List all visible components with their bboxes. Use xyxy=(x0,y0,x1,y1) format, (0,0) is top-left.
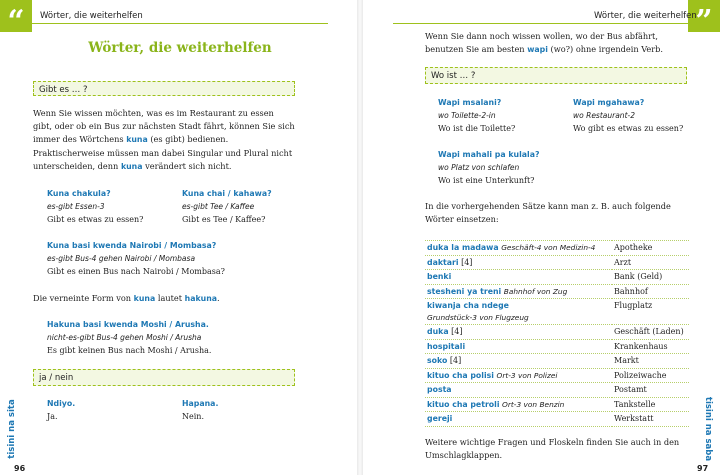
vocab-swahili: benki xyxy=(425,270,612,285)
example-wapi-mgahawa: Wapi mgahawa? wo Restaurant-2 Wo gibt es etwas zu essen? xyxy=(573,98,684,134)
page-number: 96 xyxy=(14,464,26,473)
vocab-german: Krankenhaus xyxy=(612,339,689,354)
vocab-swahili: duka la madawa Geschäft-4 von Medizin-4 xyxy=(425,241,612,256)
vocab-row xyxy=(425,255,689,270)
vocab-german: Markt xyxy=(612,354,689,369)
vocab-german: Arzt xyxy=(612,255,689,270)
vocab-row xyxy=(425,354,689,369)
section-box-gibt-es: Gibt es … ? xyxy=(33,81,295,96)
vocab-row xyxy=(425,299,689,325)
section-box-ja-nein: ja / nein xyxy=(33,369,295,386)
vocab-row xyxy=(425,339,689,354)
vocab-german: Geschäft (Laden) xyxy=(612,325,689,340)
quote-icon: “ xyxy=(0,0,32,32)
vocab-row xyxy=(425,241,689,256)
vocab-swahili: daktari [4] xyxy=(425,255,612,270)
vocab-german: Werkstatt xyxy=(612,412,689,427)
vocab-german: Apotheke xyxy=(612,241,689,256)
page-title: Wörter, die weiterhelfen xyxy=(88,40,272,56)
vocab-german: Polizeiwache xyxy=(612,368,689,383)
vocab-row xyxy=(425,270,689,285)
running-header: Wörter, die weiterhelfen xyxy=(594,11,697,21)
vocab-row xyxy=(425,325,689,340)
running-header: Wörter, die weiterhelfen xyxy=(40,11,143,21)
vocab-german: Postamt xyxy=(612,383,689,398)
vocab-german: Bahnhof xyxy=(612,284,689,299)
header-rule xyxy=(393,23,688,24)
example-kuna-chai: Kuna chai / kahawa? es-gibt Tee / Kaffee Gibt es Tee / Kaffee? xyxy=(182,189,272,225)
section-box-wo-ist: Wo ist … ? xyxy=(425,67,687,84)
outro-paragraph: Weitere wichtige Fragen und Floskeln finden Sie auch in den Umschlagklappen. xyxy=(425,437,680,461)
vocab-row xyxy=(425,284,689,299)
vocab-swahili: gereji xyxy=(425,412,612,427)
example-kuna-basi: Kuna basi kwenda Nairobi / Mombasa? es-gibt Bus-4 gehen Nairobi / Mombasa Gibt es einen Bus nach Nairobi / Mombasa? xyxy=(47,241,225,277)
vocab-german: Flugplatz xyxy=(612,299,689,325)
negation-paragraph: Die verneinte Form von kuna lautet hakuna. xyxy=(33,293,220,303)
example-wapi-msalani: Wapi msalani? wo Toilette-2-in Wo ist die Toilette? xyxy=(438,98,516,134)
vocab-swahili: kituo cha petroli Ort-3 von Benzin xyxy=(425,397,612,412)
intro-paragraph: Wenn Sie wissen möchten, was es im Restaurant zu essen gibt, oder ob ein Bus zur nächsten Stadt fährt, können Sie sich immer des Wörtchens kuna (es gibt) bedienen. Praktischerweise müssen man dabei Singular und Plural nicht unterscheiden, denn kuna verändert sich nicht. xyxy=(33,108,295,171)
vocab-swahili: kituo cha polisi Ort-3 von Polizei xyxy=(425,368,612,383)
vocab-row xyxy=(425,412,689,427)
vocab-german: Bank (Geld) xyxy=(612,270,689,285)
vocab-swahili: kiwanja cha ndege Grundstück-3 von Flugzeug xyxy=(425,299,612,325)
vocab-swahili: duka [4] xyxy=(425,325,612,340)
example-wapi-mahali: Wapi mahali pa kulala? wo Platz von schlafen Wo ist eine Unterkunft? xyxy=(438,150,540,186)
vocab-swahili: soko [4] xyxy=(425,354,612,369)
quote-icon: ” xyxy=(688,0,720,32)
vocab-intro: In die vorhergehenden Sätze kann man z. B. auch folgende Wörter einsetzen: xyxy=(425,201,671,225)
vocab-table xyxy=(425,240,689,427)
vocab-row xyxy=(425,368,689,383)
page-number: 97 xyxy=(697,464,709,473)
example-kuna-chakula: Kuna chakula? es-gibt Essen-3 Gibt es etwas zu essen? xyxy=(47,189,144,225)
vocab-swahili: stesheni ya treni Bahnhof von Zug xyxy=(425,284,612,299)
vocab-row xyxy=(425,383,689,398)
header-rule xyxy=(32,23,328,24)
example-hakuna-basi: Hakuna basi kwenda Moshi / Arusha. nicht-es-gibt Bus-4 gehen Moshi / Arusha Es gibt keinen Bus nach Moshi / Arusha. xyxy=(47,320,212,356)
side-label: tisini na sita xyxy=(7,399,17,459)
vocab-row xyxy=(425,397,689,412)
vocab-swahili: posta xyxy=(425,383,612,398)
intro-paragraph: Wenn Sie dann noch wissen wollen, wo der Bus abfährt, benutzen Sie am besten wapi (wo?) ohne irgendein Verb. xyxy=(425,31,663,55)
example-ndiyo: Ndiyo. Ja. xyxy=(47,399,76,422)
example-hapana: Hapana. Nein. xyxy=(182,399,219,422)
vocab-swahili: hospitali xyxy=(425,339,612,354)
side-label: tisini na saba xyxy=(703,396,713,462)
vocab-german: Tankstelle xyxy=(612,397,689,412)
right-page xyxy=(360,0,720,475)
